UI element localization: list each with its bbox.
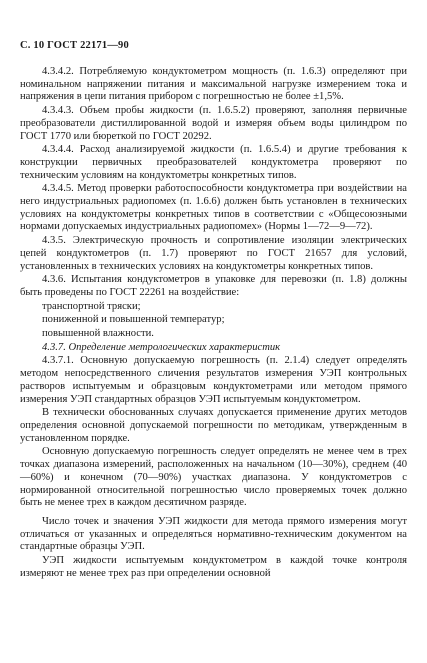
paragraph-4-3-6: 4.3.6. Испытания кондуктометров в упаковке для перевозки (п. 1.8) должны быть проведены по ГОСТ 22261 на воздействие: [20, 274, 407, 298]
paragraph-4-3-4-3: 4.3.4.3. Объем пробы жидкости (п. 1.6.5.2) проверяют, заполняя первичные преобразователи дистиллированной водой и измеряя объем воды цилиндром по ГОСТ 1770 или бюреткой по ГОСТ 20292. [20, 105, 407, 142]
page-header: С. 10 ГОСТ 22171—90 [20, 40, 129, 51]
paragraph-4-3-4-5: 4.3.4.5. Метод проверки работоспособности кондуктометра при воздействии на него индустриальных радиопомех (п. 1.6.6) должен быть установлен в технических условиях на кондуктометры конкретных типов в соответствии с «Общесоюзными нормами допускаемых индустриальных радиопомех» (Нормы 1—72—9—72). [20, 183, 407, 233]
paragraph-4-3-7-1: 4.3.7.1. Основную допускаемую погрешность (п. 2.1.4) следует определять методом непосредственного сличения результатов измерения УЭП контрольных растворов испытуемым и образцовым кондуктометрами или методом прямого измерения УЭП стандартных образцов УЭП испытуемым кондуктометром. [20, 355, 407, 405]
paragraph-measurement-repeats: УЭП жидкости испытуемым кондуктометром в каждой точке контроля измеряют не менее трех раз при определении основной [20, 555, 407, 579]
paragraph-4-3-5: 4.3.5. Электрическую прочность и сопротивление изоляции электрических цепей кондуктометров (п. 1.7) проверяют по ГОСТ 21657 для условий, установленных в технических условиях на кондуктометры конкретных типов. [20, 235, 407, 272]
paragraph-4-3-4-4: 4.3.4.4. Расход анализируемой жидкости (п. 1.6.5.4) и другие требования к конструкции первичных преобразователей кондуктометра проверяют по техническим условиям на кондуктометры конкретных типов. [20, 144, 407, 181]
paragraph-number-of-points: Число точек и значения УЭП жидкости для метода прямого измерения могут отличаться от указанных и определяться нормативно-техническим документом на стандартные образцы УЭП. [20, 515, 407, 553]
section-heading-4-3-7: 4.3.7. Определение метрологических характеристик [42, 341, 281, 353]
paragraph-4-3-4-2: 4.3.4.2. Потребляемую кондуктометром мощность (п. 1.6.3) определяют при номинальном напряжении питания и максимальной нагрузке измерением тока и напряжения в цепи питания прибором с погрешностью не более ±1,5%. [20, 66, 407, 103]
paragraph-test-points: Основную допускаемую погрешность следует определять не менее чем в трех точках диапазона измерений, расположенных на начальном (10—30%), среднем (40—60%) и конечном (70—90%) участках диапазона. У кондуктометров с нормированной относительной погрешностью число проверяемых точек должно быть не менее трех в каждом десятичном разряде. [20, 446, 407, 509]
document-body [20, 66, 407, 581]
list-item-temperature: пониженной и повышенной температур; [42, 314, 225, 326]
list-item-shaking: транспортной тряски; [42, 300, 141, 312]
list-item-humidity: повышенной влажности. [42, 328, 154, 340]
paragraph-other-methods: В технически обоснованных случаях допускается применение других методов определения основной допускаемой погрешности по методикам, утвержденным в установленном порядке. [20, 407, 407, 444]
